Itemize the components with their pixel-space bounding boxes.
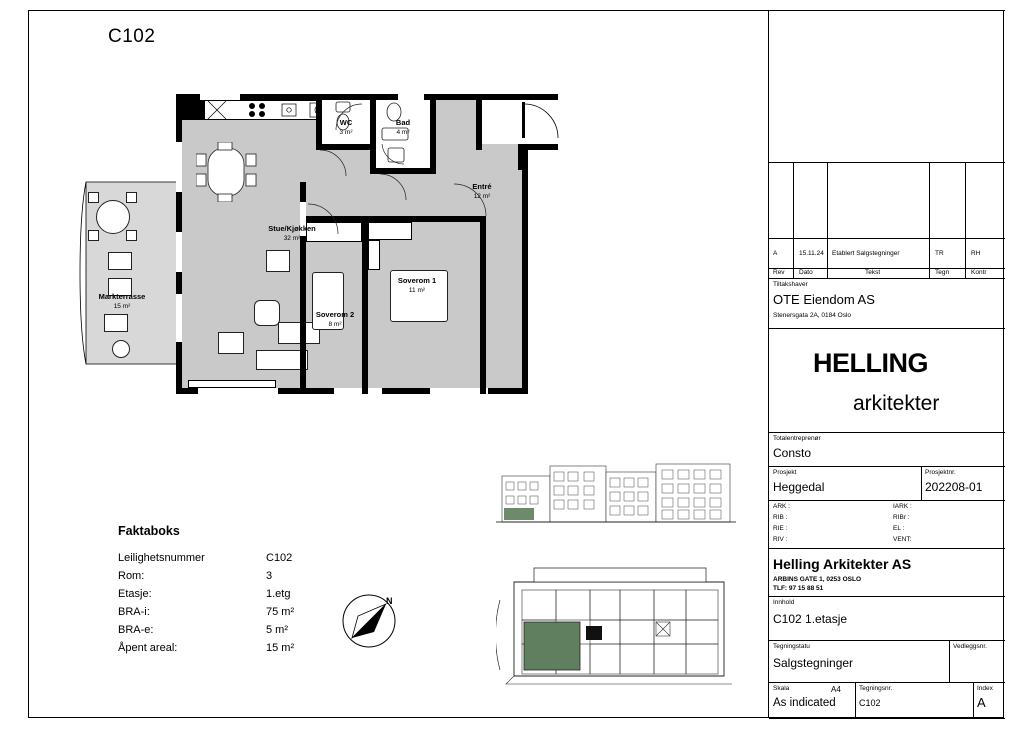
room-area: 15 m²	[113, 303, 131, 310]
innhold-value: C102 1.etasje	[773, 612, 848, 626]
divider-logo	[769, 432, 1005, 433]
discipline-left: RIB :	[773, 514, 788, 521]
firm-phone: TLF: 97 15 88 51	[773, 585, 824, 592]
rev-value: A	[773, 250, 778, 257]
divider-prosjekt	[769, 500, 1005, 501]
dato-value: 15.11.24	[799, 250, 824, 257]
tegningsnr-value: C102	[859, 698, 881, 708]
innhold-label: Innhold	[773, 599, 795, 606]
fakta-row	[118, 588, 378, 606]
firm-address: ARBINS GATE 1, 0253 OSLO	[773, 576, 862, 583]
rev-divider-1	[769, 162, 1005, 163]
divider-innhold	[769, 640, 1005, 641]
fakta-key: Etasje:	[118, 588, 152, 600]
rev-header: Rev	[773, 269, 785, 276]
room-name: Soverom 2	[315, 310, 355, 319]
window-left-2	[176, 232, 182, 272]
fakta-row	[118, 606, 378, 624]
fakta-value: 1.etg	[266, 588, 291, 600]
fakta-value: 5 m²	[266, 624, 288, 636]
room-area: 4 m²	[396, 129, 410, 136]
divider-disciplines	[769, 548, 1005, 549]
room-label-soverom1	[384, 276, 450, 295]
window-left-3	[176, 294, 182, 342]
discipline-right: RIBr :	[893, 514, 910, 521]
divider-firm	[769, 596, 1005, 597]
entrance-door-swing	[522, 102, 562, 158]
room-name: Stue/Kjøkken	[268, 224, 316, 233]
dato-header: Dato	[799, 269, 813, 276]
tegningstatu-value: Salgstegninger	[773, 656, 854, 670]
skala-label: Skala	[773, 685, 790, 692]
wall-bad-right	[430, 94, 436, 174]
prosjektnr-value: 202208-01	[925, 480, 983, 494]
rev-divider-4	[769, 278, 1005, 279]
faktaboks	[118, 524, 378, 660]
tiltakshaver-label: Tiltakshaver	[773, 281, 808, 288]
room-area: 11 m²	[408, 287, 426, 294]
index-value: A	[977, 695, 986, 710]
totalentreprenor-label: Totalentreprenør	[773, 435, 821, 442]
room-label-stue	[246, 224, 338, 243]
discipline-left: RIE :	[773, 525, 788, 532]
room-name: Soverom 1	[397, 276, 437, 285]
room-area: 12 m²	[473, 193, 491, 200]
window-bottom-2	[334, 388, 382, 394]
side-furniture	[218, 332, 244, 354]
kontr-value: RH	[971, 250, 981, 257]
room-label-entre	[454, 182, 510, 201]
discipline-right: EL :	[893, 525, 905, 532]
fakta-value: C102	[266, 552, 293, 564]
title-block	[768, 10, 1004, 718]
floor-plan	[78, 82, 598, 402]
terrace-chair	[88, 192, 99, 203]
fakta-key: BRA-e:	[118, 624, 154, 636]
discipline-right: VENT:	[893, 536, 912, 543]
room-name: WC	[339, 118, 353, 127]
wardrobe-bed1	[368, 222, 412, 240]
kontr-header: Kontr	[971, 269, 987, 276]
compass-rose	[340, 592, 398, 650]
tegningsnr-label: Tegningsnr.	[859, 685, 893, 692]
terrace-chair	[88, 230, 99, 241]
door-swing-bad	[378, 172, 412, 206]
wardrobe-bed1-side	[368, 240, 380, 270]
fakta-key: Rom:	[118, 570, 145, 582]
tiltakshaver-address: Stenersgata 2A, 0184 Oslo	[773, 312, 852, 319]
wall-bed1-right	[480, 216, 486, 394]
fakta-row	[118, 642, 378, 660]
fakta-row	[118, 570, 378, 588]
fakta-row	[118, 552, 378, 570]
page-title: C102	[108, 26, 156, 47]
highlighted-unit-keyplan	[524, 622, 580, 670]
terrace-table	[96, 200, 130, 234]
fakta-key: Åpent areal:	[118, 642, 178, 654]
tegn-value: TR	[935, 250, 944, 257]
window-left-1	[176, 142, 182, 192]
index-label: Index	[977, 685, 993, 692]
room-name: Markterrasse	[98, 292, 146, 301]
fakta-value: 75 m²	[266, 606, 295, 618]
fakta-key: Leilighetsnummer	[118, 552, 205, 564]
terrace-side-table	[112, 340, 130, 358]
discipline-right: IARK :	[893, 503, 912, 510]
fakta-row	[118, 624, 378, 642]
skala-format: A4	[831, 685, 841, 694]
faktaboks-title: Faktaboks	[118, 524, 180, 538]
tekst-header: Tekst	[865, 269, 881, 276]
totalentreprenor-value: Consto	[773, 446, 812, 460]
svg-text:N: N	[386, 596, 393, 606]
fakta-value: 3	[266, 570, 273, 582]
room-name: Bad	[395, 118, 411, 127]
divider-tiltakshaver	[769, 328, 1005, 329]
room-area: 3 m²	[339, 129, 353, 136]
elevation-thumbnail	[496, 458, 736, 526]
discipline-left: RIV :	[773, 536, 788, 543]
terrace-chair	[126, 192, 137, 203]
prosjekt-label: Prosjekt	[773, 469, 797, 476]
divider-totalentreprenor	[769, 466, 1005, 467]
terrace-chair	[126, 230, 137, 241]
room-label-soverom2	[302, 310, 368, 329]
terrace-lounge-chair	[104, 314, 128, 332]
divider-bottom	[769, 718, 1005, 719]
firm-name: Helling Arkitekter AS	[773, 556, 912, 572]
window-bottom-1	[198, 388, 278, 394]
room-label-bad	[380, 118, 426, 137]
logo-line2: arkitekter	[853, 392, 940, 415]
vedleggsnr-label: Vedleggsnr.	[953, 643, 987, 650]
discipline-left: ARK :	[773, 503, 790, 510]
tiltakshaver-name: OTE Eiendom AS	[773, 292, 875, 307]
dining-set	[196, 142, 266, 202]
room-label-wc	[322, 118, 370, 137]
armchair	[254, 300, 280, 326]
fakta-value: 15 m²	[266, 642, 295, 654]
room-area: 32 m²	[283, 235, 301, 242]
highlighted-unit-elevation	[504, 508, 534, 520]
room-area: 8 m²	[328, 321, 342, 328]
divider-status	[769, 682, 1005, 683]
key-plan	[496, 560, 741, 692]
terrace-door	[188, 380, 276, 388]
fakta-key: BRA-i:	[118, 606, 150, 618]
tekst-value: Etablert Salgstegninger	[832, 250, 900, 257]
prosjektnr-label: Prosjektnr.	[925, 469, 956, 476]
door-swing-wc	[318, 148, 352, 182]
logo-line1: HELLING	[813, 348, 928, 378]
room-label-markterrasse	[84, 292, 160, 311]
terrace-lounge-chair	[108, 252, 132, 270]
rev-divider-2	[769, 238, 1005, 239]
armchair	[266, 250, 290, 272]
skala-value: As indicated	[773, 697, 836, 709]
tegningstatu-label: Tegningstatu	[773, 643, 810, 650]
tegn-header: Tegn	[935, 269, 950, 276]
prosjekt-value: Heggedal	[773, 480, 825, 494]
room-name: Entré	[472, 182, 492, 191]
